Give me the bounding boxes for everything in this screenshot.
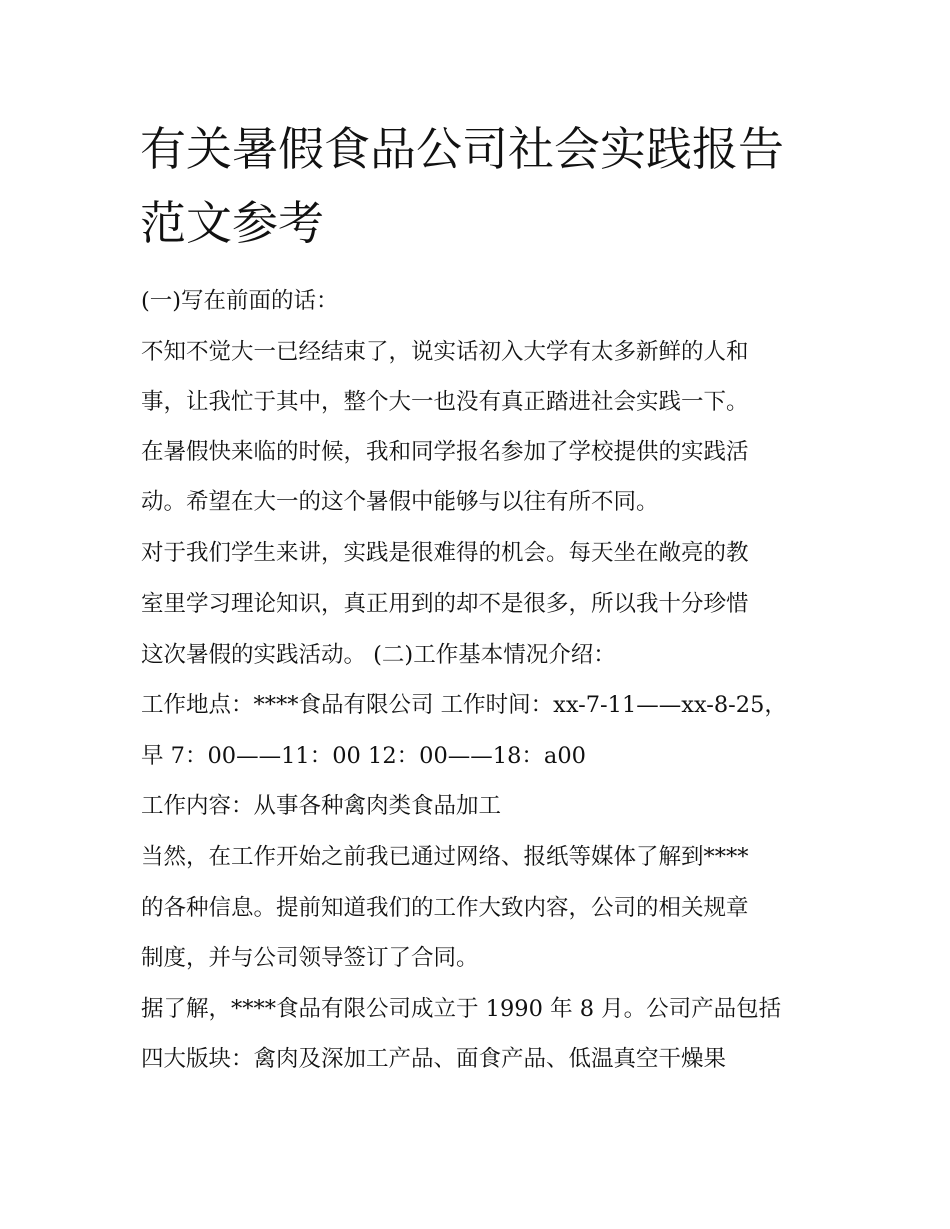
paragraph-line: 动。希望在大一的这个暑假中能够与以往有所不同。: [141, 489, 659, 515]
paragraph-line: 对于我们学生来讲，实践是很难得的机会。每天坐在敞亮的教: [141, 540, 749, 566]
paragraph-line: 室里学习理论知识，真正用到的却不是很多，所以我十分珍惜: [141, 591, 749, 617]
paragraph-line: 的各种信息。提前知道我们的工作大致内容，公司的相关规章: [141, 895, 749, 921]
paragraph-line: 早 7：00——11：00 12：00——18：a00: [141, 743, 586, 769]
paragraph-line: 工作地点：****食品有限公司 工作时间：xx-7-11——xx-8-25，: [141, 692, 787, 718]
paragraph-line: (一)写在前面的话：: [141, 288, 339, 314]
document-title: 有关暑假食品公司社会实践报告范文参考: [140, 122, 784, 250]
paragraph-line: 不知不觉大一已经结束了，说实话初入大学有太多新鲜的人和: [141, 339, 749, 365]
paragraph-line: 工作内容：从事各种禽肉类食品加工: [141, 793, 502, 819]
paragraph-line: 四大版块：禽肉及深加工产品、面食产品、低温真空干燥果: [141, 1046, 727, 1072]
paragraph-line: 这次暑假的实践活动。 (二)工作基本情况介绍：: [141, 642, 616, 668]
paragraph-line: 制度，并与公司领导签订了合同。: [141, 945, 479, 971]
paragraph-line: 事，让我忙于其中，整个大一也没有真正踏进社会实践一下。: [141, 389, 749, 415]
paragraph-line: 据了解，****食品有限公司成立于 1990 年 8 月。公司产品包括: [141, 996, 782, 1022]
paragraph-line: 当然，在工作开始之前我已通过网络、报纸等媒体了解到****: [141, 844, 749, 870]
paragraph-line: 在暑假快来临的时候，我和同学报名参加了学校提供的实践活: [141, 439, 749, 465]
